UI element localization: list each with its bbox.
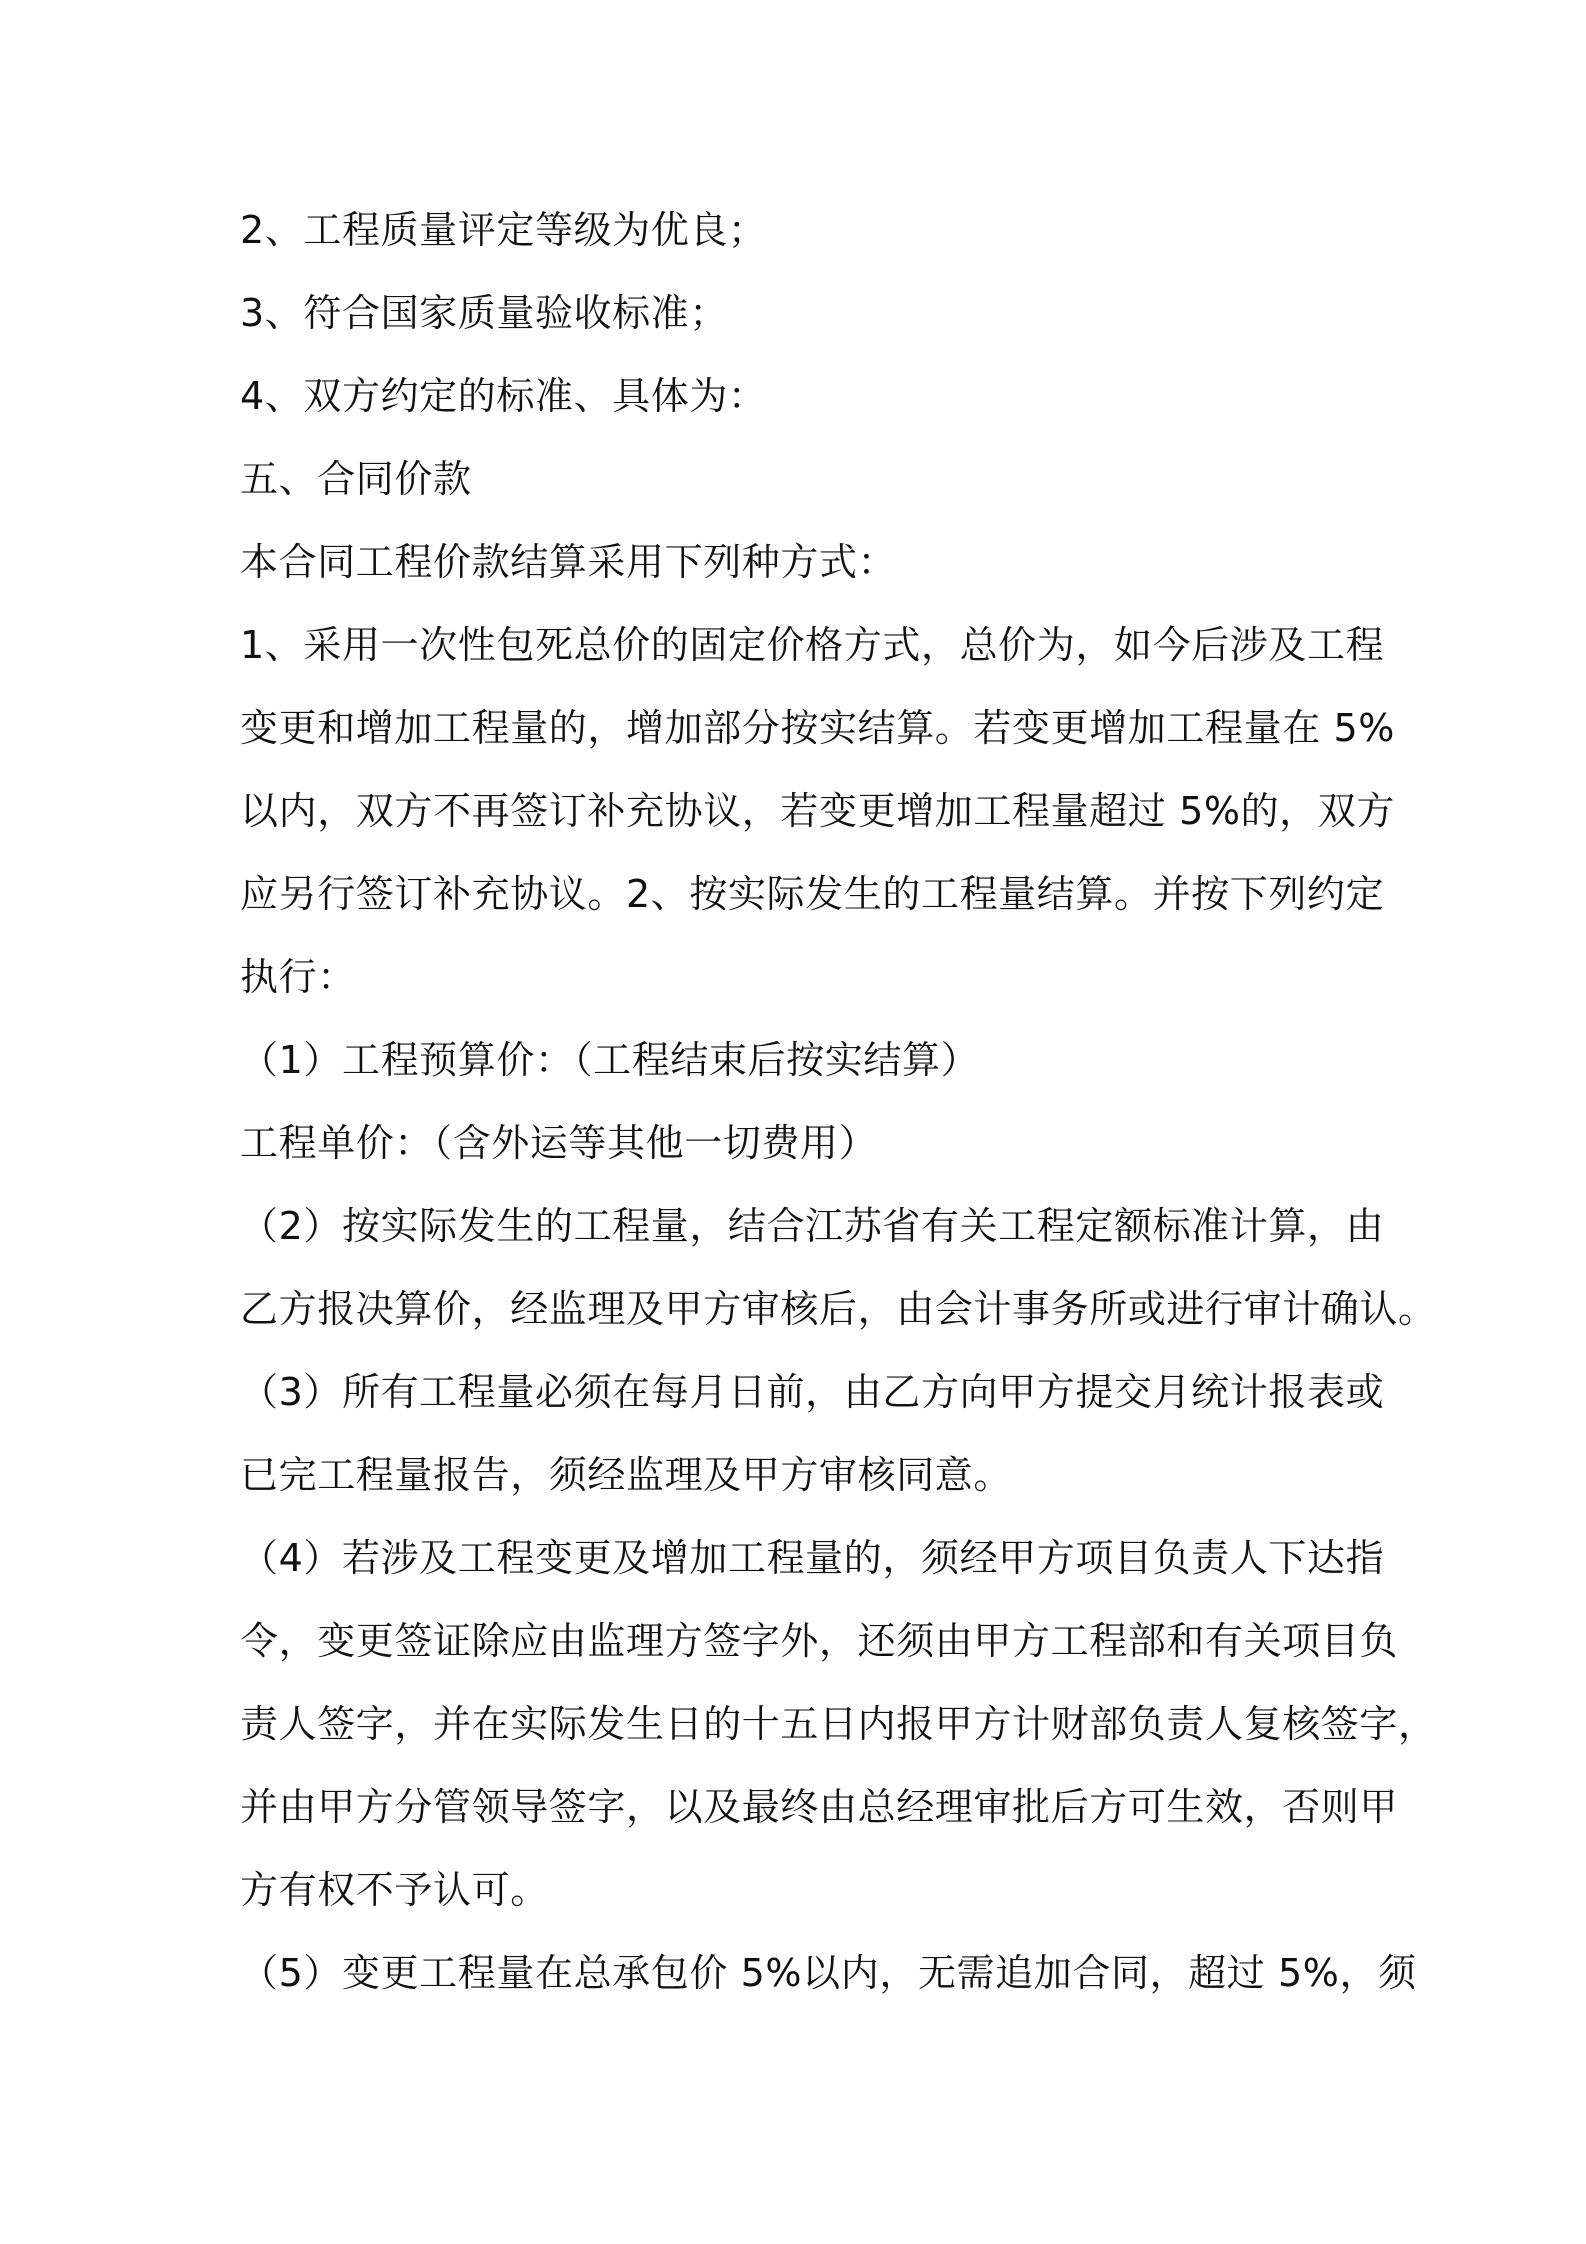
paragraph-line: 工程单价：（含外运等其他一切费用） (240, 1121, 878, 1165)
paragraph-line: 执行： (240, 955, 356, 999)
paragraph-line: 并由甲方分管领导签字，以及最终由总经理审批后方可生效，否则甲 (240, 1785, 1399, 1829)
paragraph-line: 令，变更签证除应由监理方签字外，还须由甲方工程部和有关项目负 (240, 1619, 1399, 1663)
paragraph-line: （4）若涉及工程变更及增加工程量的，须经甲方项目负责人下达指 (240, 1536, 1385, 1580)
paragraph-line: 本合同工程价款结算采用下列种方式： (240, 540, 897, 584)
clause-agreed-standard: 4、双方约定的标准、具体为： (240, 374, 767, 418)
paragraph-line: 应另行签订补充协议。2、按实际发生的工程量结算。并按下列约定 (240, 872, 1385, 916)
section-heading-contract-price: 五、合同价款 (240, 457, 472, 501)
paragraph-line: 方有权不予认可。 (240, 1868, 549, 1912)
paragraph-line: 以内，双方不再签订补充协议，若变更增加工程量超过 5%的，双方 (240, 789, 1395, 833)
clause-national-standard: 3、符合国家质量验收标准； (240, 291, 728, 335)
paragraph-line: （1）工程预算价：（工程结束后按实结算） (240, 1038, 980, 1082)
paragraph-line: 变更和增加工程量的，增加部分按实结算。若变更增加工程量在 5% (240, 706, 1395, 750)
paragraph-line: 1、采用一次性包死总价的固定价格方式，总价为，如今后涉及工程 (240, 623, 1385, 667)
paragraph-line: 乙方报决算价，经监理及甲方审核后，由会计事务所或进行审计确认。 (240, 1287, 1437, 1331)
paragraph-line: （3）所有工程量必须在每月日前，由乙方向甲方提交月统计报表或 (240, 1370, 1385, 1414)
paragraph-line: （5）变更工程量在总承包价 5%以内，无需追加合同，超过 5%，须 (240, 1951, 1417, 1995)
paragraph-line: 已完工程量报告，须经监理及甲方审核同意。 (240, 1453, 1013, 1497)
paragraph-line: 责人签字，并在实际发生日的十五日内报甲方计财部负责人复核签字， (240, 1702, 1437, 1746)
paragraph-line: （2）按实际发生的工程量，结合江苏省有关工程定额标准计算，由 (240, 1204, 1385, 1248)
clause-quality-grade: 2、工程质量评定等级为优良； (240, 208, 767, 252)
